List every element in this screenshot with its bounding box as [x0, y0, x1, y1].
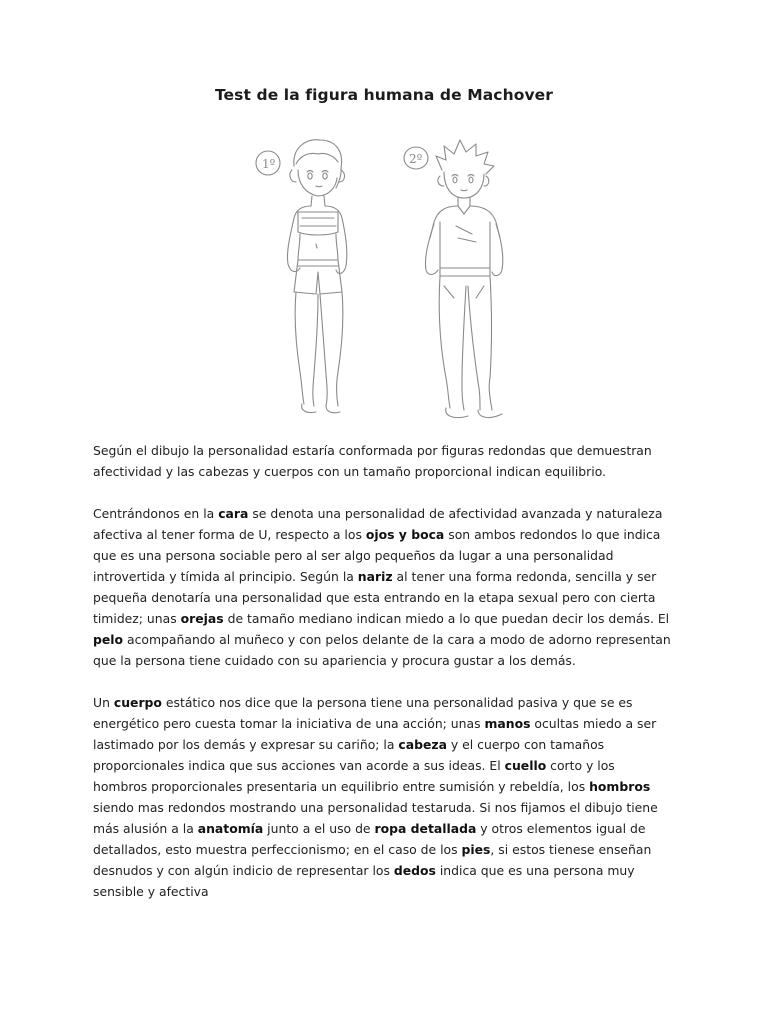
- text-line: [93, 629, 677, 650]
- text-run: proporcionales indica que sus acciones van acorde a sus ideas. El: [93, 758, 505, 773]
- text-run: más alusión a la: [93, 821, 198, 836]
- text-run: , si estos tienese enseñan: [490, 842, 652, 857]
- text-run: junto a el uso de: [263, 821, 375, 836]
- text-line: [93, 524, 677, 545]
- text-run: y el cuerpo con tamaños: [446, 737, 605, 752]
- text-run: y otros elementos igual de: [476, 821, 646, 836]
- text-run: sensible y afectiva: [93, 884, 209, 899]
- text-line: [93, 545, 677, 566]
- bold-keyword: cuello: [504, 758, 547, 773]
- text-line: [93, 797, 677, 818]
- text-line: [93, 839, 677, 860]
- text-run: son ambos redondos lo que indica: [444, 527, 661, 542]
- text-line: [93, 461, 677, 482]
- text-run: corto y los: [546, 758, 615, 773]
- text-line: [93, 860, 677, 881]
- text-run: afectividad y las cabezas y cuerpos con un tamaño proporcional indican equilibrio.: [93, 464, 606, 479]
- paragraph-1: [93, 440, 677, 482]
- bold-keyword: dedos: [393, 863, 436, 878]
- bold-keyword: cara: [218, 506, 249, 521]
- text-run: Según el dibujo la personalidad estaría conformada por figuras redondas que demuestran: [93, 443, 652, 458]
- text-run: introvertida y tímida al principio. Según la: [93, 569, 358, 584]
- paragraph-3: [93, 692, 677, 902]
- text-line: [93, 881, 677, 902]
- text-line: [93, 692, 677, 713]
- text-run: timidez; unas: [93, 611, 181, 626]
- text-run: que es una persona sociable pero al ser algo pequeños da lugar a una personalidad: [93, 548, 614, 563]
- text-line: [93, 608, 677, 629]
- text-line: [93, 440, 677, 461]
- sketch-illustration: [240, 126, 546, 426]
- text-run: pequeña denotaría una personalidad que esta entrando en la etapa sexual pero con cierta: [93, 590, 656, 605]
- text-line: [93, 650, 677, 671]
- text-run: siendo mas redondos mostrando una personalidad testaruda. Si nos fijamos el dibujo tiene: [93, 800, 658, 815]
- figure-label-1: 1º: [262, 157, 276, 171]
- text-run: estático nos dice que la persona tiene una personalidad pasiva y que se es: [161, 695, 633, 710]
- document-title: Test de la figura humana de Machover: [214, 86, 554, 104]
- two-figures-sketch: [240, 126, 546, 426]
- bold-keyword: ropa detallada: [374, 821, 477, 836]
- text-line: [93, 713, 677, 734]
- bold-keyword: manos: [484, 716, 531, 731]
- text-run: lastimado por los demás y expresar su cariño; la: [93, 737, 399, 752]
- text-run: Centrándonos en la: [93, 506, 219, 521]
- text-run: energético pero cuesta tomar la iniciativa de una acción; unas: [93, 716, 485, 731]
- bold-keyword: nariz: [357, 569, 393, 584]
- paragraph-2: [93, 503, 677, 671]
- text-run: de tamaño mediano indican miedo a lo que puedan decir los demás. El: [223, 611, 670, 626]
- text-line: [93, 566, 677, 587]
- text-run: desnudos y con algún indicio de representar los: [93, 863, 394, 878]
- bold-keyword: ojos y boca: [365, 527, 445, 542]
- text-run: Un: [93, 695, 114, 710]
- bold-keyword: cabeza: [398, 737, 447, 752]
- text-line: [93, 755, 677, 776]
- text-run: se denota una personalidad de afectividad avanzada y naturaleza: [248, 506, 663, 521]
- figure-label-2: 2º: [409, 152, 423, 166]
- text-run: detallados, esto muestra perfeccionismo; en el caso de los: [93, 842, 462, 857]
- text-run: indica que es una persona muy: [435, 863, 635, 878]
- text-line: [93, 818, 677, 839]
- text-run: afectiva al tener forma de U, respecto a los: [93, 527, 366, 542]
- text-run: acompañando al muñeco y con pelos delante de la cara a modo de adorno representan: [123, 632, 671, 647]
- text-run: ocultas miedo a ser: [530, 716, 657, 731]
- text-line: [93, 734, 677, 755]
- bold-keyword: anatomía: [197, 821, 264, 836]
- text-line: [93, 503, 677, 524]
- bold-keyword: hombros: [589, 779, 651, 794]
- bold-keyword: orejas: [180, 611, 224, 626]
- text-line: [93, 587, 677, 608]
- bold-keyword: pies: [461, 842, 491, 857]
- bold-keyword: cuerpo: [113, 695, 162, 710]
- text-run: hombros proporcionales presentaria un equilibrio entre sumisión y rebeldía, los: [93, 779, 590, 794]
- bold-keyword: pelo: [93, 632, 124, 647]
- text-run: que la persona tiene cuidado con su apariencia y procura gustar a los demás.: [93, 653, 576, 668]
- text-run: al tener una forma redonda, sencilla y ser: [392, 569, 657, 584]
- text-line: [93, 776, 677, 797]
